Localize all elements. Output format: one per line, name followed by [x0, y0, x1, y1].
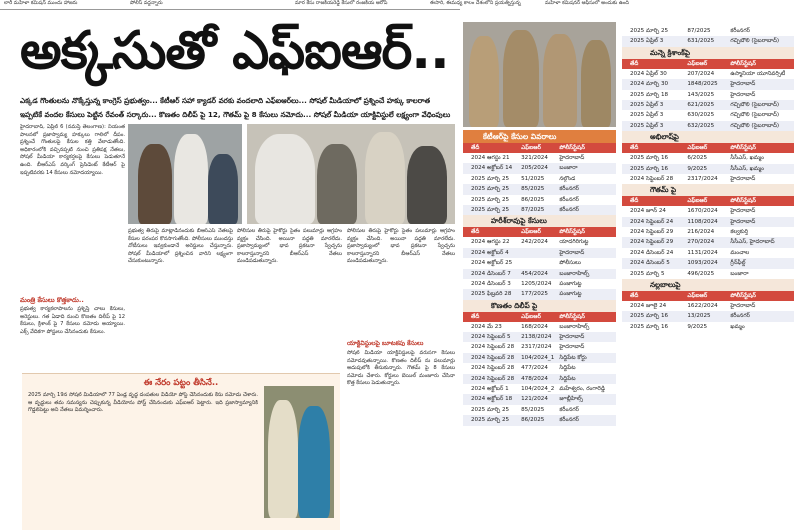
table-cell: 2025 మార్చి 16 [630, 323, 669, 330]
table-cell: 121/2024 [521, 396, 548, 403]
table-cell: 2024 డిసెంబర్ 5 [630, 260, 670, 267]
table-cell: కరీంనగర్ [730, 28, 750, 34]
table-cell: హైదరాబాద్ [559, 155, 585, 161]
subheadline: ఎక్కడ గొంతులను నొక్కేస్తున్న కాంగ్రెస్ ప్రభుత్వం... కేటీఆర్ సహా క్యాడర్ వరకు వందలాది ఎఫ్ఐఆర్‌లు... సోషల్ మీడియాలో ప్రశ్నించే హక్కు కాలరాత [20, 96, 431, 105]
table-cell: 632/2025 [687, 122, 715, 129]
table-cell: 2024 అక్టోబర్ 25 [471, 260, 513, 267]
table-cell: 2025 మార్చి 25 [471, 196, 510, 203]
table-row [463, 322, 616, 332]
table-cell: సీసీఎస్, ఖమ్మం [730, 165, 764, 172]
table-header: తేదీ ఎఫ్ఐఆర్ పోలీస్‌స్టేషన్ [463, 227, 616, 237]
table-cell: 2025 మార్చి 5 [630, 270, 665, 277]
elderly-couple-photo [264, 386, 334, 518]
table-cell: 2317/2024 [687, 175, 718, 182]
table-row [622, 237, 794, 247]
table-cell: 9/2025 [687, 323, 708, 330]
table-cell: పంజాగుట్ట [559, 291, 582, 298]
table-cell: 2024 అక్టోబర్ 14 [471, 165, 513, 172]
sidebar-box-text: 2025 మార్చి 19న సోషల్ మీడియాలో 77 ఏండ్ల వృద్ధ దంపతుల వీడియో పోస్ట్ చేసినందుకు కేసు నమోదు చేశారు. ఆ వృద్ధులు తమ సమస్యను చెప్పుకున్న వీడియోను పోస్ట్ చేసినందుకు ఎఫ్ఐఆర్ పెట్టారు. ఇది ప్రజాస్వామ్యానికి గొడ్డలిపెట్టు అని నేతలు విమర్శించారు. [28, 392, 258, 414]
table-row [463, 153, 616, 163]
table-cell: 2025 మార్చి 25 [471, 406, 510, 413]
table-cell: కల్వకుర్తి [730, 229, 748, 236]
table-header: తేదీ ఎఫ్ఐఆర్ పోలీస్‌స్టేషన్ [622, 291, 794, 301]
table-title: కేటీఆర్‌పై కేసుల వివరాలు [463, 130, 616, 143]
table-cell: 104/2024_1 [521, 354, 555, 361]
table-row [622, 100, 794, 110]
table-row [622, 110, 794, 120]
table-cell: 2024 డిసెంబర్ 24 [630, 249, 674, 256]
table-cell: 478/2024 [521, 375, 548, 382]
article-column: పోలీసుల తీరుపై హైకోర్టు సైతం పలుమార్లు ఆగ్రహం వ్యక్తం చేసింది. అయినా పద్ధతి మారలేదు. ప్రజాస్వామ్యంలో భావ ప్రకటనా స్వేచ్ఛను కాలరాస్తున్నారని బీఆర్ఎస్ నేతలు మండిపడుతున్నారు. [347, 228, 455, 265]
table-cell: హైదరాబాద్ [730, 175, 756, 182]
section-title: హరీశ్‌రావుపై కేసులు [463, 215, 616, 227]
table-cell: హైదరాబాద్ [730, 303, 756, 310]
table-cell: సీసీఎస్, హైదరాబాద్ [730, 239, 775, 246]
table-cell: గ్రీన్‌ఫీల్డ్ [730, 260, 746, 267]
table-row [463, 289, 616, 299]
table-cell: 2024 అక్టోబర్ 18 [471, 396, 513, 403]
table-cell: 2024 జూలై 24 [630, 303, 667, 310]
subheadline: ఇప్పటికే వందల కేసులు పెట్టిన రేవంత్ సర్కారు... కొణతం దిలీప్ పై 12, గౌతమ్ పై 8 కేసులు నమోదు... సోషల్ మీడియా యాక్టివిస్టులే లక్ష్యంగా వేధింపులు [20, 110, 451, 119]
table-cell: 85/2025 [521, 406, 545, 413]
table-row [622, 206, 794, 216]
table-row [463, 394, 616, 404]
table-row [622, 174, 794, 184]
prev-article-snippet: పోలీస్ వద్దన్నారు [130, 0, 163, 6]
table-cell: 2025 ఏప్రిల్ 3 [630, 112, 664, 119]
table-cell: 2025 మార్చి 18 [630, 91, 669, 98]
table-cell: 104/2024_2 [521, 386, 555, 393]
table-cell: కరీంనగర్ [559, 206, 579, 213]
table-header: తేదీ ఎఫ్ఐఆర్ పోలీస్‌స్టేషన్ [622, 59, 794, 69]
table-header: తేదీ ఎఫ్ఐఆర్ పోలీస్‌స్టేషన్ [622, 143, 794, 153]
table-row [622, 164, 794, 174]
table-row [463, 184, 616, 194]
table-row [622, 248, 794, 258]
table-row [463, 384, 616, 394]
table-row [463, 279, 616, 289]
table-cell: 2025 ఏప్రిల్ 3 [630, 122, 664, 129]
table-cell: గచ్చిబౌలి (సైబరాబాద్) [730, 122, 780, 129]
divider [0, 9, 460, 10]
table-cell: 51/2025 [521, 175, 545, 182]
table-cell: 9/2025 [687, 165, 708, 172]
table-cell: 2024 జూన్ 24 [630, 208, 666, 215]
table-cell: బంజారా [730, 270, 749, 277]
table-row [622, 269, 794, 279]
table-cell: 2024 ఆగస్టు 22 [471, 239, 510, 246]
table-cell: 1108/2024 [687, 218, 718, 225]
table-cell: 205/2024 [521, 165, 548, 172]
table-header: తేదీ ఎఫ్ఐఆర్ పోలీస్‌స్టేషన్ [622, 196, 794, 206]
table-cell: 454/2024 [521, 270, 548, 277]
table-cell: 86/2025 [521, 196, 545, 203]
article-subheading: యాక్టివిస్టులపై బూటకపు కేసులు [347, 340, 424, 347]
table-cell: సీసీఎస్, ఖమ్మం [730, 155, 764, 162]
table-cell: హైదరాబాద్ [730, 218, 756, 225]
table-cell: కరీంనగర్ [559, 186, 579, 193]
table-cell: 2138/2024 [521, 334, 552, 341]
table-cell: హైదరాబాద్ [559, 344, 585, 351]
table-cell: 6/2025 [687, 155, 708, 162]
table-cell: 2025 మార్చి 16 [630, 313, 669, 320]
table-cell: 168/2024 [521, 323, 548, 330]
table-row [463, 237, 616, 247]
table-cell: బంజారాహిల్స్ [559, 323, 590, 330]
table-row [622, 153, 794, 163]
column-header: పోలీస్‌స్టేషన్ [559, 145, 585, 151]
table-cell: కరీంనగర్ [559, 406, 579, 413]
table-row [463, 195, 616, 205]
table-cell: 2024 సెప్టెంబర్ 28 [471, 365, 515, 372]
table-cell: 86/2025 [521, 417, 545, 424]
article-subheading: మంత్రి కేసులు కొత్తకాదు.. [20, 296, 84, 304]
table-cell: 87/2025 [687, 28, 711, 34]
table-cell: 2025 మార్చి 16 [630, 155, 669, 162]
table-cell: హైదరాబాద్ [559, 334, 585, 341]
table-cell: 496/2025 [687, 270, 715, 277]
table-cell: 1622/2024 [687, 303, 718, 310]
table-cell: సిద్దిపేట కోర్టు [559, 354, 587, 361]
table-cell: 177/2025 [521, 291, 548, 298]
table-cell: నల్గొండ [559, 175, 576, 182]
table-header: తేదీ ఎఫ్ఐఆర్ పోలీస్‌స్టేషన్ [463, 312, 616, 322]
table-cell: హైదరాబాద్ [730, 81, 756, 88]
column-header: తేదీ [471, 145, 480, 151]
table-cell: కరీంనగర్ [559, 196, 579, 203]
table-cell: 85/2025 [521, 186, 545, 193]
arrest-photo [247, 124, 455, 224]
table-row [622, 26, 794, 36]
table-cell: 2024 డిసెంబర్ 3 [471, 280, 511, 287]
table-cell: 207/2024 [687, 70, 715, 77]
article-column: ప్రభుత్వ తీరుపై మాట్లాడినందుకు బీఆర్ఎస్ నేతలపై కేసుల పరంపర కొనసాగుతోంది. పోలీసులు ముందస్తు నోటీసులు ఇవ్వకుండానే అరెస్టులు చేస్తున్నారు. సోషల్ మీడియాలో ప్రశ్నించిన వారిని లక్ష్యంగా చేసుకుంటున్నారు. [128, 228, 233, 265]
table-row [463, 342, 616, 352]
table-cell: సిద్దిపేట [559, 375, 576, 382]
table-cell: 1093/2024 [687, 260, 718, 267]
table-cell [521, 248, 559, 258]
table-cell: 13/2025 [687, 313, 711, 320]
protest-photo [128, 124, 242, 224]
table-row [622, 90, 794, 100]
table-cell: 2025 మార్చి 25 [471, 186, 510, 193]
table-cell: జూబ్లీహిల్స్ [559, 396, 583, 403]
table-cell: మంచాల [730, 249, 750, 256]
table-cell: 2024 సెప్టెంబర్ 28 [471, 375, 515, 382]
table-cell: 321/2024 [521, 155, 548, 161]
table-cell: 2024 డిసెంబర్ 7 [471, 270, 511, 277]
table-cell: యాదగిరిగుట్ట [559, 239, 589, 246]
table-cell: 2025 మార్చి 25 [471, 206, 510, 213]
table-cell: 242/2024 [521, 239, 548, 246]
article-column: ప్రభుత్వ కార్యకలాపాలను ప్రశ్నిస్తే చాలు కేసులు, అరెస్టులు. గత ఏడాది నుంచి కొణతం దిలీప్ పై 12 కేసులు, క్రిశాంక్ పై 7 కేసులు నమోదు అయ్యాయి. ఎక్స్ వేదికగా పోస్టులు చేసినందుకు కేసులు. [20, 306, 125, 335]
table-cell: 2024 అక్టోబర్ 4 [471, 249, 509, 256]
table-cell: కరీంనగర్ [730, 313, 750, 320]
table-row [463, 163, 616, 173]
table-cell: 2025 ఏప్రిల్ 3 [630, 101, 664, 108]
table-cell: 2025 ఫిబ్రవరి 28 [471, 291, 512, 298]
section-title: కొణతం దిలీప్ పై [463, 300, 616, 312]
table-row [622, 301, 794, 311]
table-row [463, 269, 616, 279]
table-cell: 630/2025 [687, 112, 715, 119]
table-cell: 631/2025 [687, 38, 715, 45]
table-cell: 2024 మార్చి 30 [630, 81, 669, 88]
table-row [622, 69, 794, 79]
police-photo [463, 22, 616, 127]
table-row [463, 415, 616, 425]
sidebar-box [22, 373, 340, 530]
table-cell: 1131/2024 [687, 249, 718, 256]
column-header: ఎఫ్ఐఆర్ [521, 145, 541, 151]
table-row [463, 258, 616, 268]
table-cell: బంజారా [559, 165, 578, 172]
table-row [622, 36, 794, 46]
right-cases-table [622, 26, 794, 332]
table-cell: ఉస్మానియా యూనివర్సిటీ [730, 70, 786, 77]
ktr-cases-table [463, 130, 616, 426]
table-cell: 87/2025 [521, 206, 545, 213]
table-cell: 2024 సెప్టెంబర్ 28 [471, 344, 515, 351]
table-row [622, 322, 794, 332]
table-cell: 2024 సెప్టెంబర్ 24 [630, 218, 674, 225]
table-cell: 2024 అక్టోబర్ 1 [471, 386, 509, 393]
prev-article-snippet: మహిళా కమిషనర్ ఆఫీసులో అందుకు ఉంది [545, 0, 629, 6]
table-cell: 2024 సెప్టెంబర్ 29 [630, 239, 674, 246]
table-cell: 2024 సెప్టెంబర్ 28 [630, 175, 674, 182]
table-row [463, 374, 616, 384]
table-cell: మహేశ్వరం, రంగారెడ్డి [559, 386, 605, 393]
table-row [622, 217, 794, 227]
table-cell: 477/2024 [521, 365, 548, 372]
headline: అక్కసుతో ఎఫ్ఐఆర్.. [20, 21, 449, 81]
table-row [463, 353, 616, 363]
table-row [622, 311, 794, 321]
table-cell: 2025 మార్చి 25 [471, 417, 510, 424]
article-column: పోలీసుల తీరుపై హైకోర్టు సైతం పలుమార్లు ఆగ్రహం వ్యక్తం చేసింది. అయినా పద్ధతి మారలేదు. ప్రజాస్వామ్యంలో భావ ప్రకటనా స్వేచ్ఛను కాలరాస్తున్నారని బీఆర్ఎస్ నేతలు మండిపడుతున్నారు. [237, 228, 342, 265]
table-cell: పంజాగుట్ట [559, 280, 582, 287]
table-cell: 2025 మార్చి 16 [630, 165, 669, 172]
table-cell: 1848/2025 [687, 81, 718, 88]
table-cell: 2024 సెప్టెంబర్ 28 [471, 354, 515, 361]
prev-article-snippet: లారీ మహిళా కమిషన్ ముందు హాజరు [4, 0, 78, 6]
table-cell [521, 258, 559, 268]
table-cell: 270/2024 [687, 239, 715, 246]
table-row [463, 332, 616, 342]
table-row [463, 363, 616, 373]
table-cell: బంజారాహిల్స్ [559, 270, 590, 277]
table-row [463, 405, 616, 415]
table-row [622, 227, 794, 237]
table-cell: 2024 ఏప్రిల్ 30 [630, 70, 667, 77]
table-cell: 2317/2024 [521, 344, 552, 351]
prev-article-snippet: ఈసారి, ఈమధ్య కాలం దేశంలోని ప్రయత్నిస్తున్న [430, 0, 521, 6]
table-cell: 1205/2024 [521, 280, 552, 287]
table-cell: 621/2025 [687, 101, 715, 108]
table-cell: హైదరాబాద్ [559, 249, 585, 256]
table-cell: 2024 సెప్టెంబర్ 5 [471, 334, 511, 341]
table-cell: 2024 ఆగస్టు 21 [471, 155, 510, 161]
section-title: నల్లబాలుపై [622, 279, 794, 291]
table-cell: 2024 మే 23 [471, 323, 502, 330]
prev-article-snippet: మార కేసు రాజకీయరెడ్డి కేసులో రంజకీయ ఆరోపి [295, 0, 388, 6]
table-cell: గచ్చిబౌలి (సైబరాబాద్) [730, 101, 780, 108]
table-cell: ఖమ్మం [730, 323, 745, 330]
table-cell: 143/2025 [687, 91, 715, 98]
table-row [622, 258, 794, 268]
table-cell: గచ్చిబౌలి (సైబరాబాద్) [730, 112, 780, 119]
table-cell: హైదరాబాద్ [730, 91, 756, 98]
article-column: హైదరాబాద్, ఏప్రిల్ 6 (నమస్తే తెలంగాణ): నియంత పాలనలో ప్రజాస్వామ్య హక్కులు గాలిలో దీపం. ప్రశ్నించే గొంతులపై కేసుల కత్తి వేలాడుతోంది. అధికారంలోకి వచ్చినప్పటి నుంచి ప్రతిపక్ష నేతలు, సోషల్ మీడియా కార్యకర్తలపై కేసులు పెడుతూనే ఉంది. బీఆర్ఎస్ వర్కింగ్ ప్రెసిడెంట్ కేటీఆర్ పై ఇప్పటివరకు 14 కేసులు నమోదయ్యాయి. [20, 124, 125, 176]
table-cell: సిద్దిపేట [559, 365, 576, 372]
table-cell: గచ్చిబౌలి (సైబరాబాద్) [730, 38, 780, 45]
table-row [622, 121, 794, 131]
section-title: మన్నె క్రిశాంక్‌పై [622, 47, 794, 59]
table-cell: 2024 సెప్టెంబర్ 29 [630, 229, 674, 236]
table-row [463, 174, 616, 184]
table-row [463, 205, 616, 215]
table-cell: హైదరాబాద్ [730, 208, 756, 215]
section-title: గౌతమ్ పై [622, 184, 794, 196]
table-row [463, 248, 616, 258]
table-cell: 2025 మార్చి 25 [471, 175, 510, 182]
table-cell: 216/2024 [687, 229, 715, 236]
table-row [622, 79, 794, 89]
table-header [463, 143, 616, 153]
table-cell: 2025 మార్చి 25 [630, 28, 669, 34]
table-cell: 2025 ఏప్రిల్ 3 [630, 38, 664, 45]
table-cell: కరీంనగర్ [559, 417, 579, 424]
table-cell: 1670/2024 [687, 208, 718, 215]
section-title: అభిలాష్‌పై [622, 131, 794, 143]
table-cell: పోలీసులు [559, 260, 581, 267]
sidebar-box-title: ఈ నేరం పట్టం తీసినే.. [143, 378, 219, 388]
article-column: సోషల్ మీడియా యాక్టివిస్టులపై వరుసగా కేసులు నమోదవుతున్నాయి. కొణతం దిలీప్ ను పలుమార్లు అదుపులోకి తీసుకున్నారు. గౌతమ్ పై 8 కేసులు నమోదు చేశారు. కోర్టులు బెయిల్ మంజూరు చేసినా కొత్త కేసులు పెడుతున్నారు. [347, 350, 455, 387]
